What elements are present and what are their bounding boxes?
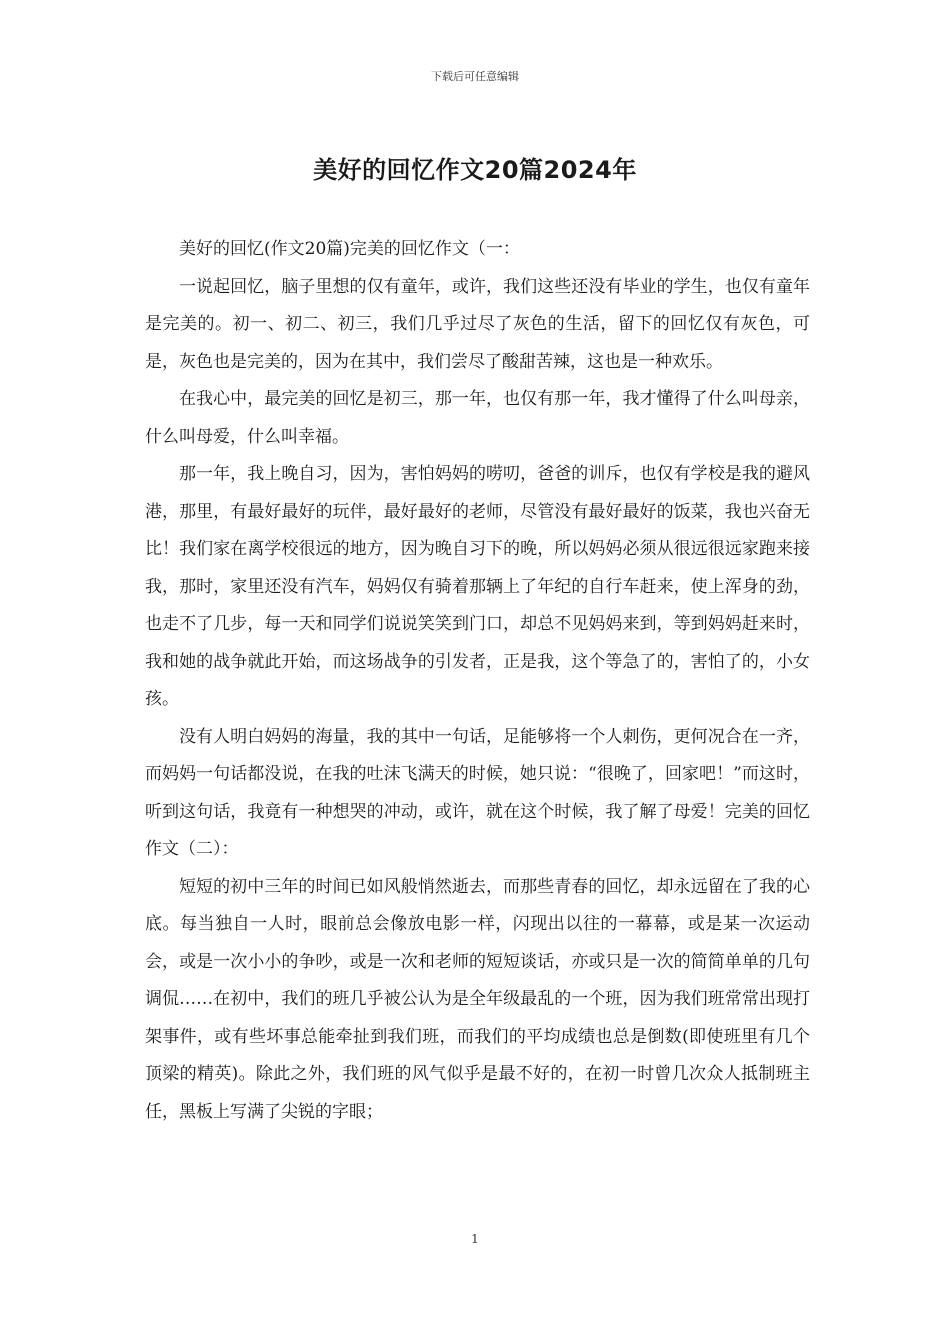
document-title: 美好的回忆作文20篇2024年 [313, 156, 637, 184]
header-note: 下载后可任意编辑 [431, 70, 519, 83]
page-number: 1 [471, 1232, 479, 1246]
paragraph: 美好的回忆(作文20篇)完美的回忆作文（一： [179, 239, 520, 259]
paragraph: 一说起回忆，脑子里想的仅有童年，或许，我们这些还没有毕业的学生，也仅有童年是完美的。初一、初二、初三，我们几乎过尽了灰色的生活，留下的回忆仅有灰色，可是，灰色也是完美的，因为在其中，我们尝尽了酸甜苦辣，这也是一种欢乐。 [145, 276, 810, 372]
paragraph: 在我心中，最完美的回忆是初三，那一年，也仅有那一年，我才懂得了什么叫母亲，什么叫母爱，什么叫幸福。 [145, 389, 810, 447]
paragraph: 那一年，我上晚自习，因为，害怕妈妈的唠叨，爸爸的训斥，也仅有学校是我的避风港，那里，有最好最好的玩伴，最好最好的老师，尽管没有最好最好的饭菜，我也兴奋无比！我们家在离学校很远的地方，因为晚自习下的晚，所以妈妈必须从很远很远家跑来接我，那时，家里还没有汽车，妈妈仅有骑着那辆上了年纪的自行车赶来，使上浑身的劲，也走不了几步，每一天和同学们说说笑笑到门口，却总不见妈妈来到，等到妈妈赶来时，我和她的战争就此开始，而这场战争的引发者，正是我，这个等急了的，害怕了的，小女孩。 [145, 464, 810, 709]
paragraph: 没有人明白妈妈的海量，我的其中一句话，足能够将一个人刺伤，更何况合在一齐，而妈妈一句话都没说，在我的吐沫飞满天的时候，她只说：“很晚了，回家吧！”而这时，听到这句话，我竟有一种想哭的冲动，或许，就在这个时候，我了解了母爱！完美的回忆作文（二）： [145, 726, 810, 859]
paragraph: 短短的初中三年的时间已如风般悄然逝去，而那些青春的回忆，却永远留在了我的心底。每当独自一人时，眼前总会像放电影一样，闪现出以往的一幕幕，或是某一次运动会，或是一次小小的争吵，或是一次和老师的短短谈话，亦或只是一次的简简单单的几句调侃……在初中，我们的班几乎被公认为是全年级最乱的一个班，因为我们班常常出现打架事件，或有些坏事总能牵扯到我们班，而我们的平均成绩也总是倒数(即使班里有几个顶梁的精英)。除此之外，我们班的风气似乎是最不好的，在初一时曾几次众人抵制班主任，黑板上写满了尖锐的字眼； [145, 876, 810, 1122]
document-body [145, 231, 810, 1131]
